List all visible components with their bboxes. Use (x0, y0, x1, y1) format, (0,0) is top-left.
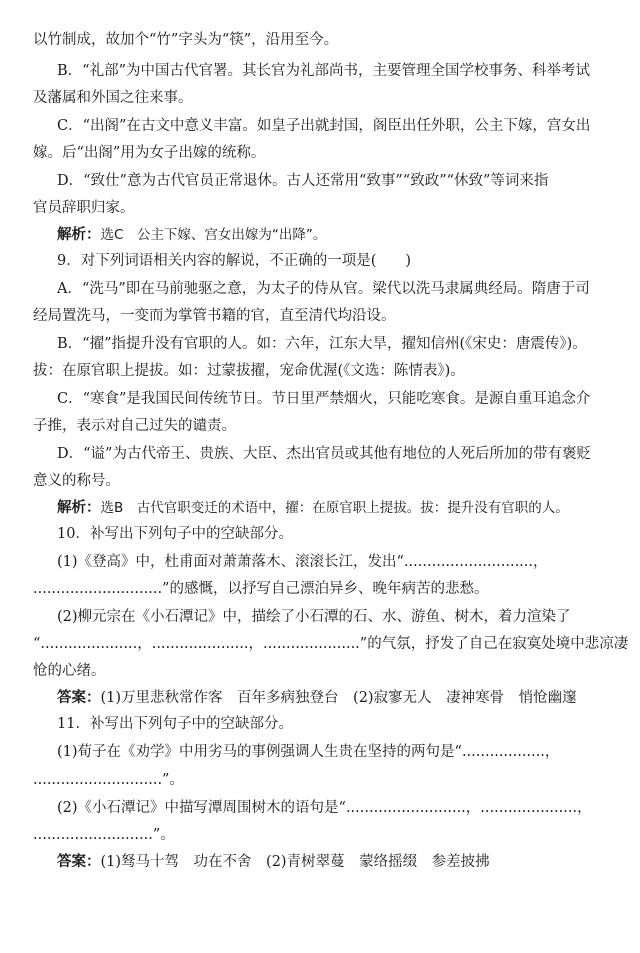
fill-blank-line: ............................”的感慨，以抒写自己漂泊异乡、晚年病苦的悲愁。 (33, 581, 489, 597)
option-b-line: B．“擢”指提升没有官职的人。如：六年，江东大旱，擢知信州(《宋史：唐震传》)。 (57, 336, 587, 352)
text-line: 拔：在原官职上提拔。如：过蒙拔擢，宠命优渥(《文选：陈情表》)。 (33, 363, 465, 379)
answer-label: 答案： (57, 854, 101, 870)
fill-blank-line: “.....................，.....................，.....................”的气氛，抒发了自己在寂寞处境中悲凉凄 (33, 636, 629, 652)
text-line: 怆的心绪。 (33, 663, 106, 679)
option-b-line: B．“礼部”为中国古代官署。其长官为礼部尚书，主要管理全国学校事务、科举考试 (57, 63, 590, 79)
option-a-line: A．“洗马”即在马前驰驱之意，为太子的侍从官。梁代以洗马隶属典经局。隋唐于司 (57, 281, 590, 297)
text-line: 子推，表示对自己过失的谴责。 (33, 418, 236, 434)
fill-blank-line: (2)《小石潭记》中描写潭周围树木的语句是“..........................，.....................， (57, 800, 592, 816)
analysis-line: 解析：选C 公主下嫁、宫女出嫁为“出降”。 (57, 227, 327, 243)
answer-label: 答案： (57, 690, 101, 706)
question-9-stem: 9．对下列词语相关内容的解说，不正确的一项是( ) (57, 253, 412, 269)
text-line: 以竹制成，故加个“竹”字头为“筷”，沿用至今。 (33, 32, 339, 48)
answer-line: 答案：(1)驽马十驾 功在不舍 (2)青树翠蔓 蒙络摇缀 参差披拂 (57, 854, 490, 870)
text-line: 及藩属和外国之往来事。 (33, 90, 193, 106)
fill-blank-line: (1)荀子在《劝学》中用劣马的事例强调人生贵在坚持的两句是“..................， (57, 744, 560, 760)
text-line: 官员辞职归家。 (33, 200, 135, 216)
option-c-line: C．“寒食”是我国民间传统节日。节日里严禁烟火，只能吃寒食。是源自重耳追念介 (57, 391, 591, 407)
option-c-line: C．“出阁”在古文中意义丰富。如皇子出就封国，阁臣出任外职，公主下嫁，宫女出 (57, 118, 591, 134)
fill-blank-line: (1)《登高》中，杜甫面对萧萧落木、滚滚长江，发出“............................， (57, 554, 548, 570)
text-line: 经局置洗马，一变而为掌管书籍的官，直至清代均沿设。 (33, 308, 396, 324)
question-10-stem: 10．补写出下列句子中的空缺部分。 (57, 526, 293, 542)
fill-blank-line: ............................”。 (33, 772, 184, 788)
fill-blank-line: (2)柳元宗在《小石潭记》中，描绘了小石潭的石、水、游鱼、树木，着力渲染了 (57, 609, 571, 625)
analysis-line: 解析：选B 古代官职变迁的术语中，擢：在原官职上提拔。拔：提升没有官职的人。 (57, 500, 569, 516)
text-line: 嫁。后“出阁”用为女子出嫁的统称。 (33, 145, 266, 161)
option-d-line: D．“致仕”意为古代官员正常退休。古人还常用“致事”“致政”“休致”等词来指 (57, 173, 549, 189)
option-d-line: D．“谥”为古代帝王、贵族、大臣、杰出官员或其他有地位的人死后所加的带有褒贬 (57, 446, 591, 462)
analysis-label: 解析： (57, 500, 101, 516)
fill-blank-line: ..........................”。 (33, 827, 175, 843)
question-11-stem: 11．补写出下列句子中的空缺部分。 (57, 716, 293, 732)
text-line: 意义的称号。 (33, 473, 120, 489)
analysis-label: 解析： (57, 227, 101, 243)
answer-line: 答案：(1)万里悲秋常作客 百年多病独登台 (2)寂寥无人 凄神寒骨 悄怆幽邃 (57, 690, 577, 706)
